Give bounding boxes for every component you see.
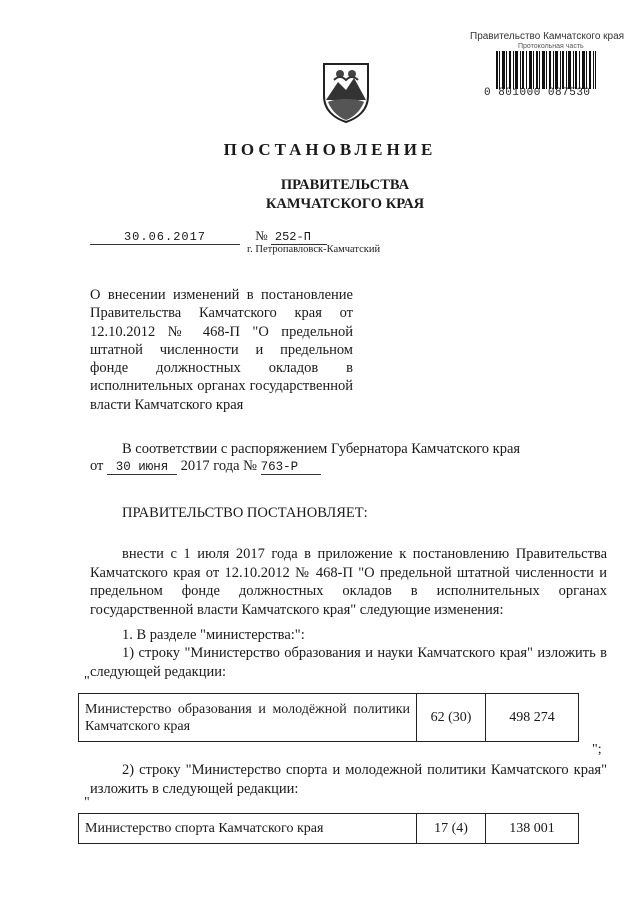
- table-1-count-cell: 62 (30): [417, 694, 486, 742]
- intro-paragraph: внести с 1 июля 2017 года в приложение к постановлению Правительства Камчатского края от 12.10.2012 № 468-П "О предельной штатной численности и предельном фонде должностных окладов в исполнительных органах государственной власти Камчатского края" следующие изменения:: [90, 546, 607, 618]
- table-1-name-cell: Министерство образования и молодёжной политики Камчатского края: [79, 694, 417, 742]
- basis-from: от: [90, 458, 104, 474]
- barcode-header: Правительство Камчатского края: [470, 31, 625, 42]
- table-1-fund-cell: 498 274: [486, 694, 579, 742]
- coat-of-arms-emblem: [320, 60, 372, 124]
- table-1-open-quote: ": [84, 674, 90, 689]
- table-2: [78, 813, 579, 844]
- place-of-issue: г. Петропавловск-Камчатский: [247, 244, 381, 255]
- table-1-close-quote: ";: [592, 742, 602, 757]
- barcode-subheader: Протокольная часть: [518, 43, 584, 50]
- table-row: [79, 814, 579, 844]
- document-number: 252-П: [271, 230, 327, 245]
- document-type-heading: ПОСТАНОВЛЕНИЕ: [223, 140, 437, 159]
- basis-num-sign: №: [243, 458, 257, 474]
- issuer-heading-line2: КАМЧАТСКОГО КРАЯ: [265, 196, 425, 212]
- barcode-number: 0 801000 087530: [484, 87, 591, 99]
- basis-paragraph: [90, 440, 607, 459]
- basis-reference: [90, 458, 321, 475]
- document-date: 30.06.2017: [90, 230, 240, 245]
- document-title: О внесении изменений в постановление Правительства Камчатского края от 12.10.2012 № 468-П "О предельной штатной численности и предельном фонде должностных окладов в исполнительных органах государственной власти Камчатского края: [90, 287, 353, 413]
- table-row: [79, 694, 579, 742]
- basis-text: В соответствии с распоряжением Губернатора Камчатского края: [122, 441, 521, 457]
- ruling-heading: ПРАВИТЕЛЬСТВО ПОСТАНОВЛЯЕТ:: [122, 505, 368, 521]
- date-number-line: [90, 228, 327, 245]
- basis-year: 2017 года: [180, 458, 240, 474]
- item-2-paragraph: 2) строку "Министерство спорта и молодежной политики Камчатского края" изложить в следующей редакции:: [90, 762, 607, 797]
- issuer-heading: [240, 176, 450, 214]
- table-2-open-quote: ": [84, 795, 90, 810]
- section-1-heading: 1. В разделе "министерства:":: [122, 627, 305, 643]
- basis-number: 763-Р: [261, 460, 321, 475]
- number-sign: №: [255, 228, 268, 243]
- table-2-count-cell: 17 (4): [417, 814, 486, 844]
- table-2-name-cell: Министерство спорта Камчатского края: [79, 814, 417, 844]
- basis-day-month: 30 июня: [107, 460, 177, 475]
- barcode-image: [496, 51, 596, 89]
- table-2-fund-cell: 138 001: [486, 814, 579, 844]
- table-1: [78, 693, 579, 742]
- issuer-heading-line1: ПРАВИТЕЛЬСТВА: [280, 177, 410, 193]
- item-1-paragraph: 1) строку "Министерство образования и науки Камчатского края" изложить в следующей редакции:: [90, 645, 607, 680]
